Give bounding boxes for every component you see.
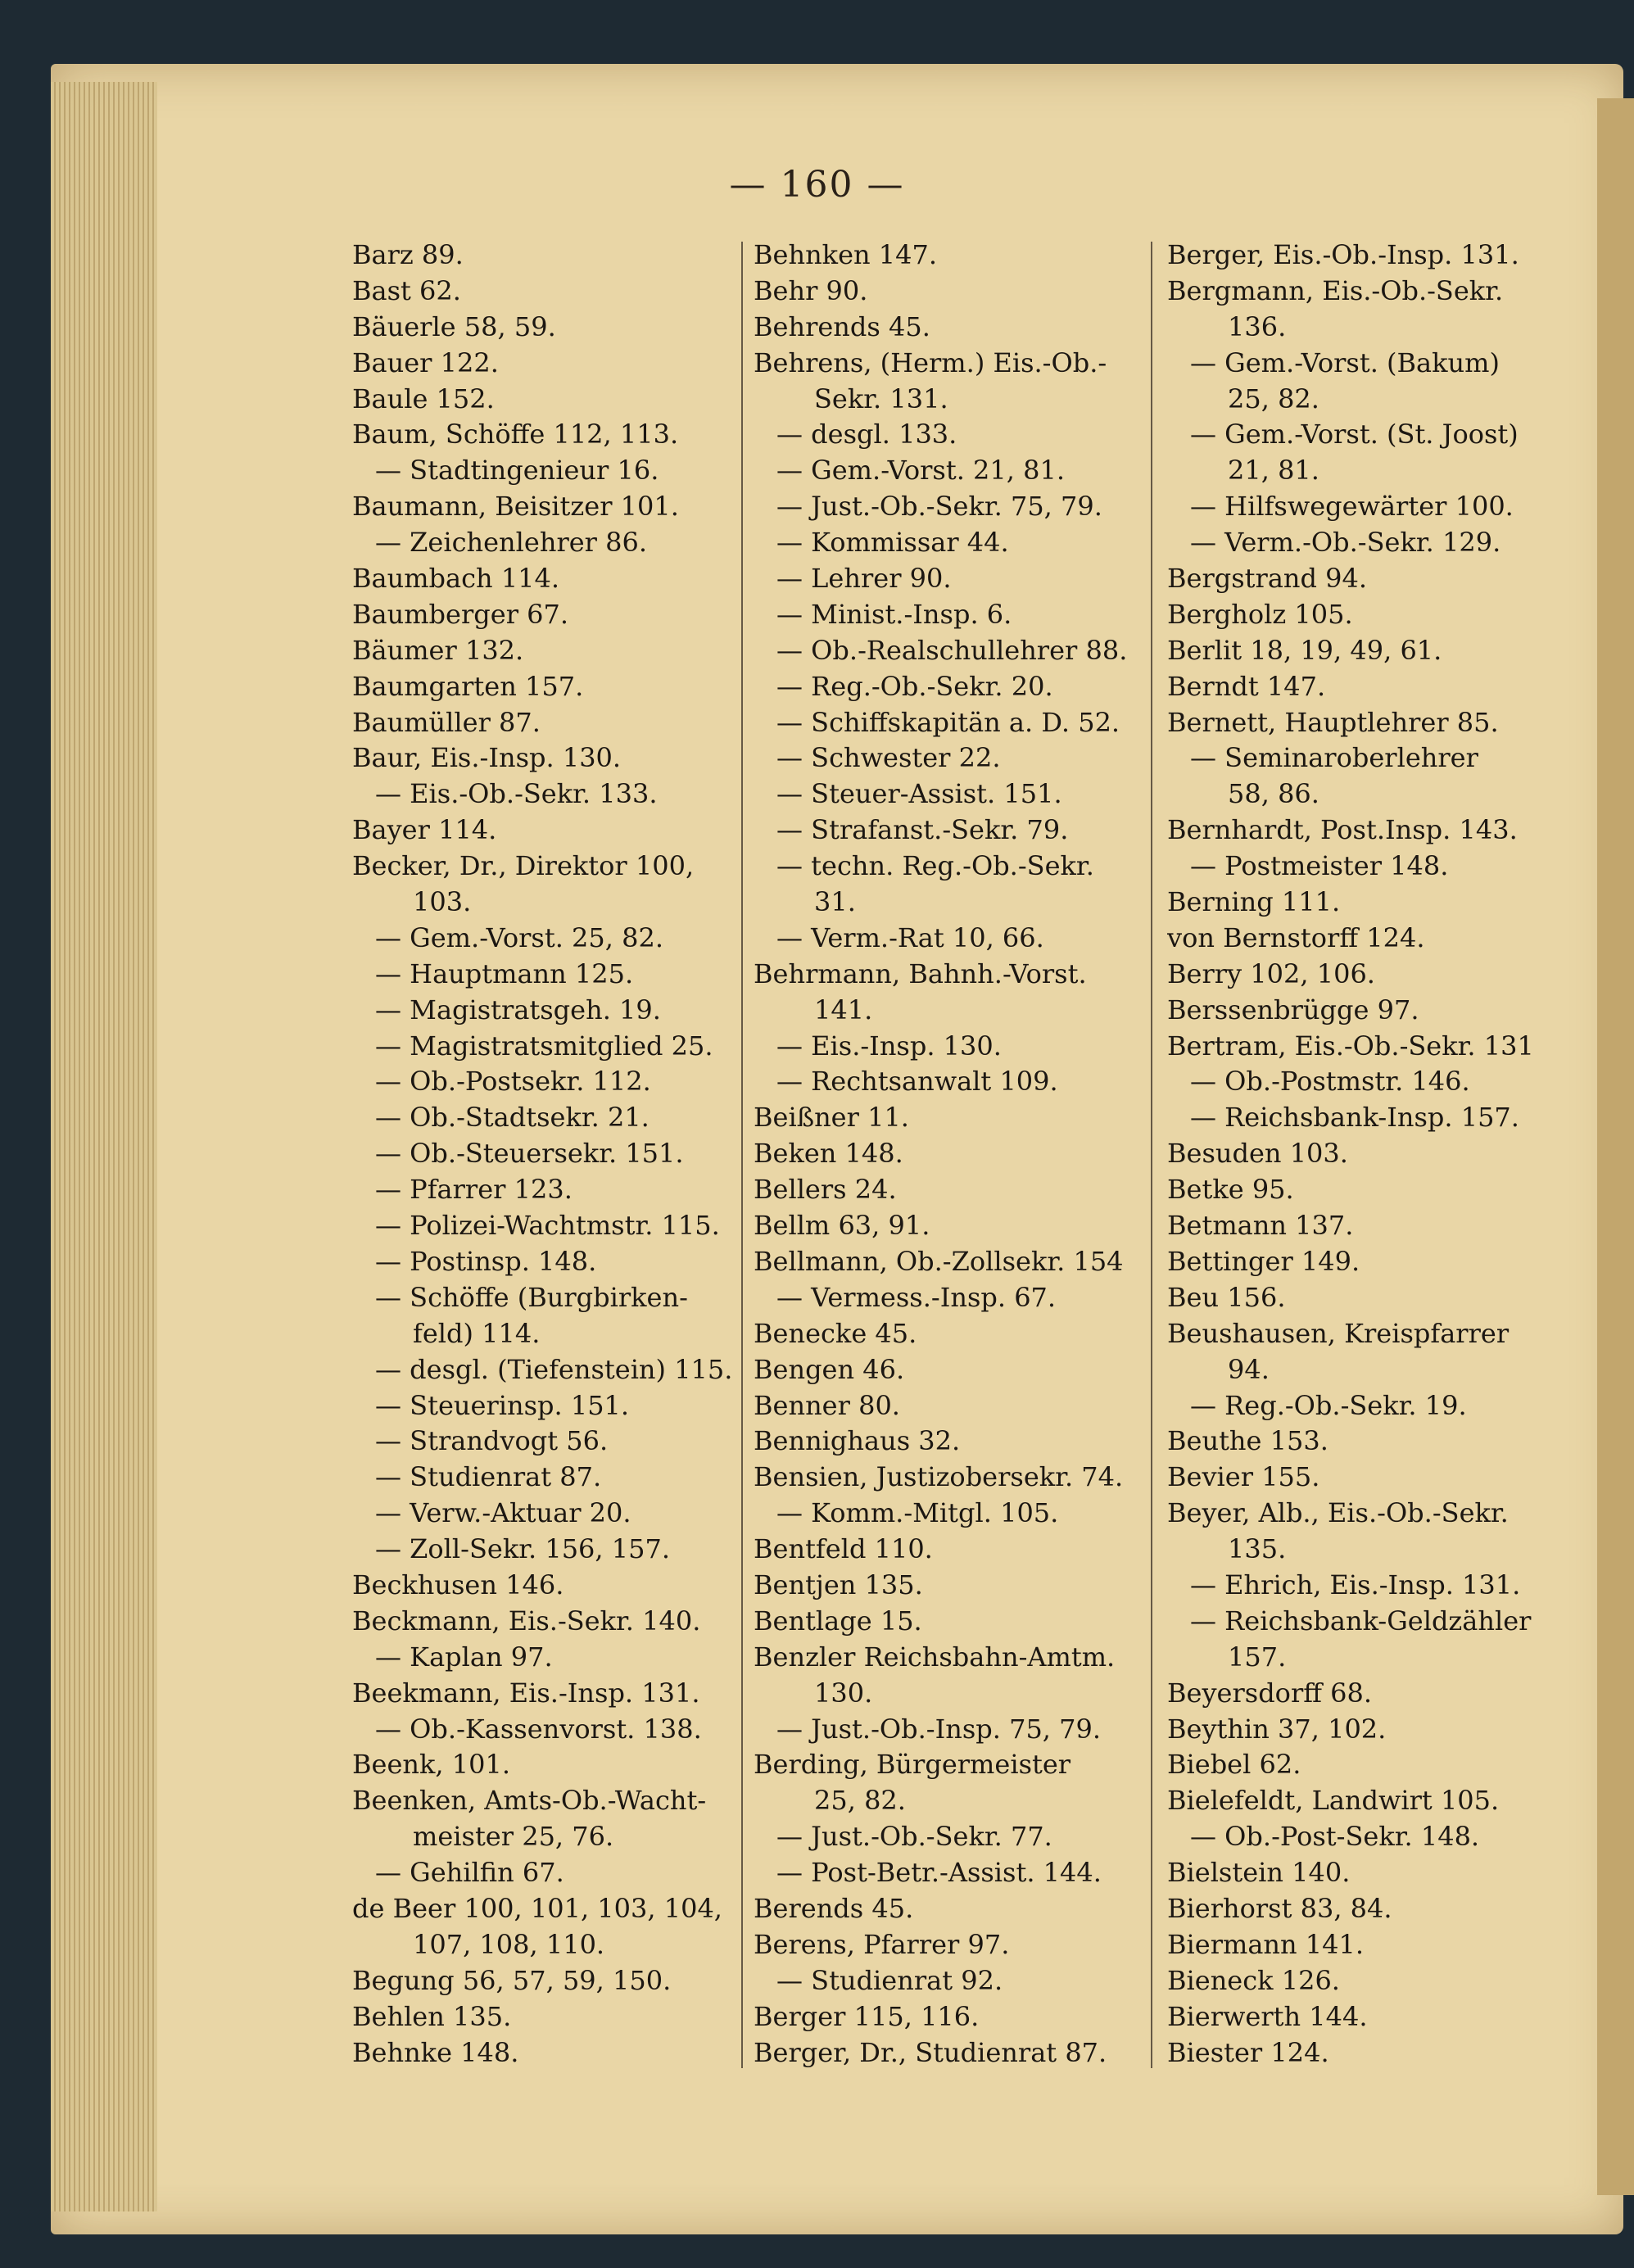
index-entry: — Magistratsgeh. 19.	[375, 994, 661, 1025]
index-entry: 25, 82.	[814, 1785, 906, 1817]
index-entry: — Ob.-Post-Sekr. 148.	[1190, 1821, 1480, 1853]
index-entry: 141.	[814, 994, 873, 1025]
index-entry: Bielstein 140.	[1167, 1857, 1351, 1889]
index-entry: Behr 90.	[754, 274, 868, 306]
index-entry: — Just.-Ob.-Sekr. 77.	[776, 1821, 1052, 1853]
index-entry: 94.	[1228, 1353, 1270, 1385]
index-entry: Bennighaus 32.	[754, 1425, 961, 1457]
index-entry: Berlit 18, 19, 49, 61.	[1167, 634, 1442, 666]
index-entry: — Gem.-Vorst. 21, 81.	[776, 455, 1065, 487]
index-entry: Berndt 147.	[1167, 670, 1326, 702]
index-entry: — Hauptmann 125.	[375, 957, 634, 989]
index-entry: Baumberger 67.	[352, 598, 569, 630]
index-entry: Baumbach 114.	[352, 563, 560, 595]
index-entry: — Kaplan 97.	[375, 1641, 553, 1673]
index-entry: — Steuerinsp. 151.	[375, 1389, 630, 1421]
index-entry: Bierhorst 83, 84.	[1167, 1892, 1392, 1924]
index-entry: — Strandvogt 56.	[375, 1425, 609, 1457]
index-entry: — Just.-Ob.-Sekr. 75, 79.	[776, 491, 1102, 523]
index-entry: 31.	[814, 886, 856, 918]
index-entry: — Kommissar 44.	[776, 527, 1009, 559]
index-entry: Berger, Eis.-Ob.-Insp. 131.	[1167, 239, 1519, 270]
index-entry: 25, 82.	[1228, 383, 1319, 414]
index-entry: — Gem.-Vorst. (Bakum)	[1190, 346, 1500, 378]
index-entry: Bensien, Justizobersekr. 74.	[754, 1461, 1124, 1493]
index-entry: Bergmann, Eis.-Ob.-Sekr.	[1167, 274, 1504, 306]
index-entry: — Studienrat 87.	[375, 1461, 602, 1493]
index-entry: Bielefeldt, Landwirt 105.	[1167, 1785, 1500, 1817]
index-entry: 130.	[814, 1677, 873, 1709]
index-entry: Baum, Schöffe 112, 113.	[352, 419, 679, 450]
index-entry: — Reichsbank-Geldzähler	[1190, 1605, 1532, 1636]
index-entry: Bast 62.	[352, 274, 461, 306]
index-entry: — Eis.-Insp. 130.	[776, 1030, 1002, 1062]
index-entry: Bellers 24.	[754, 1174, 897, 1206]
index-entry: — techn. Reg.-Ob.-Sekr.	[776, 850, 1094, 882]
index-entry: Biebel 62.	[1167, 1749, 1301, 1781]
index-entry: Biermann 141.	[1167, 1928, 1365, 1960]
index-entry: Bauer 122.	[352, 346, 499, 378]
index-entry: Beuthe 153.	[1167, 1425, 1328, 1457]
index-entry: Bentfeld 110.	[754, 1533, 933, 1565]
index-entry: Beythin 37, 102.	[1167, 1713, 1387, 1745]
index-entry: Berssenbrügge 97.	[1167, 994, 1419, 1025]
index-entry: — Strafanst.-Sekr. 79.	[776, 814, 1069, 846]
index-entry: — Ob.-Stadtsekr. 21.	[375, 1102, 650, 1134]
index-entry: — Rechtsanwalt 109.	[776, 1066, 1058, 1098]
index-entry: — Komm.-Mitgl. 105.	[776, 1497, 1059, 1529]
index-entry: de Beer 100, 101, 103, 104,	[352, 1892, 722, 1924]
index-entry: — Gem.-Vorst. 25, 82.	[375, 921, 663, 953]
index-entry: 157.	[1228, 1641, 1287, 1673]
index-entry: — Schwester 22.	[776, 742, 1001, 774]
index-entry: Berends 45.	[754, 1892, 914, 1924]
index-column-3	[1167, 238, 1589, 2071]
index-entry: Baumgarten 157.	[352, 670, 584, 702]
index-entry: Biester 124.	[1167, 2036, 1329, 2068]
index-entry: 135.	[1228, 1533, 1287, 1565]
index-entry: Benzler Reichsbahn-Amtm.	[754, 1641, 1116, 1673]
index-entry: Bertram, Eis.-Ob.-Sekr. 131	[1167, 1030, 1534, 1062]
index-entry: Baur, Eis.-Insp. 130.	[352, 742, 622, 774]
index-entry: — Verw.-Aktuar 20.	[375, 1497, 631, 1529]
index-entry: Beken 148.	[754, 1138, 903, 1170]
index-entry: Behnken 147.	[754, 239, 938, 270]
index-entry: — Schöffe (Burgbirken-	[375, 1281, 688, 1313]
index-entry: — Post-Betr.-Assist. 144.	[776, 1857, 1102, 1889]
page-edges	[51, 82, 157, 2211]
index-entry: — Reichsbank-Insp. 157.	[1190, 1102, 1519, 1134]
facing-page-edge	[1597, 98, 1634, 2195]
index-entry: Bentjen 135.	[754, 1569, 923, 1600]
index-entry: von Bernstorff 124.	[1167, 921, 1425, 953]
index-entry: — Studienrat 92.	[776, 1964, 1003, 1996]
index-entry: Beckmann, Eis.-Sekr. 140.	[352, 1605, 701, 1636]
index-entry: Behrmann, Bahnh.-Vorst.	[754, 957, 1087, 989]
index-entry: Baule 152.	[352, 383, 495, 414]
index-entry: 21, 81.	[1228, 455, 1319, 487]
index-entry: Baumüller 87.	[352, 706, 541, 738]
index-entry: — Vermess.-Insp. 67.	[776, 1281, 1057, 1313]
index-entry: Bernhardt, Post.Insp. 143.	[1167, 814, 1518, 846]
index-entry: Berens, Pfarrer 97.	[754, 1928, 1010, 1960]
index-entry: — Hilfswegewärter 100.	[1190, 491, 1514, 523]
index-entry: 103.	[413, 886, 472, 918]
index-entry: Bergholz 105.	[1167, 598, 1353, 630]
index-entry: — Schiffskapitän a. D. 52.	[776, 706, 1120, 738]
index-entry: — desgl. 133.	[776, 419, 957, 450]
index-column-2	[754, 238, 1175, 2071]
index-entry: Behlen 135.	[352, 2000, 512, 2032]
index-entry: Begung 56, 57, 59, 150.	[352, 1964, 672, 1996]
index-entry: — Minist.-Insp. 6.	[776, 598, 1012, 630]
index-entry: Bellmann, Ob.-Zollsekr. 154	[754, 1245, 1124, 1277]
index-entry: Sekr. 131.	[814, 383, 948, 414]
index-entry: — Ob.-Postmstr. 146.	[1190, 1066, 1470, 1098]
index-entry: 107, 108, 110.	[413, 1928, 605, 1960]
index-entry: — Polizei-Wachtmstr. 115.	[375, 1210, 720, 1242]
index-entry: — Zeichenlehrer 86.	[375, 527, 648, 559]
index-entry: 58, 86.	[1228, 778, 1319, 810]
index-entry: Beenk, 101.	[352, 1749, 510, 1781]
index-entry: Bettinger 149.	[1167, 1245, 1360, 1277]
index-entry: — Postinsp. 148.	[375, 1245, 597, 1277]
index-entry: Behrends 45.	[754, 310, 930, 342]
index-entry: — Ob.-Realschullehrer 88.	[776, 634, 1128, 666]
index-entry: — Zoll-Sekr. 156, 157.	[375, 1533, 670, 1565]
index-entry: Berning 111.	[1167, 886, 1341, 918]
index-entry: Baumann, Beisitzer 101.	[352, 491, 679, 523]
index-entry: Bäuerle 58, 59.	[352, 310, 556, 342]
index-entry: Beyersdorff 68.	[1167, 1677, 1373, 1709]
index-entry: Berger, Dr., Studienrat 87.	[754, 2036, 1107, 2068]
index-entry: Bentlage 15.	[754, 1605, 922, 1636]
index-entry: Beu 156.	[1167, 1281, 1286, 1313]
index-entry: Betmann 137.	[1167, 1210, 1354, 1242]
index-entry: Berger 115, 116.	[754, 2000, 980, 2032]
index-entry: — Just.-Ob.-Insp. 75, 79.	[776, 1713, 1102, 1745]
index-entry: Bayer 114.	[352, 814, 497, 846]
index-entry: 136.	[1228, 310, 1287, 342]
index-entry: — Eis.-Ob.-Sekr. 133.	[375, 778, 658, 810]
index-entry: Berding, Bürgermeister	[754, 1749, 1071, 1781]
index-entry: — Lehrer 90.	[776, 563, 952, 595]
index-entry: Beekmann, Eis.-Insp. 131.	[352, 1677, 700, 1709]
index-entry: Beenken, Amts-Ob.-Wacht-	[352, 1785, 707, 1817]
index-entry: — Ob.-Kassenvorst. 138.	[375, 1713, 702, 1745]
index-entry: meister 25, 76.	[413, 1821, 614, 1853]
index-entry: — Reg.-Ob.-Sekr. 19.	[1190, 1389, 1467, 1421]
index-entry: feld) 114.	[413, 1317, 541, 1349]
index-entry: Berry 102, 106.	[1167, 957, 1375, 989]
index-entry: — Stadtingenieur 16.	[375, 455, 659, 487]
index-entry: Betke 95.	[1167, 1174, 1294, 1206]
index-entry: Benecke 45.	[754, 1317, 917, 1349]
index-entry: Beushausen, Kreispfarrer	[1167, 1317, 1510, 1349]
index-entry: — Verm.-Ob.-Sekr. 129.	[1190, 527, 1501, 559]
index-column-1	[352, 238, 774, 2071]
index-entry: Bierwerth 144.	[1167, 2000, 1368, 2032]
index-entry: — Gehilfin 67.	[375, 1857, 564, 1889]
index-entry: Bäumer 132.	[352, 634, 524, 666]
index-entry: Bernett, Hauptlehrer 85.	[1167, 706, 1499, 738]
index-entry: Bengen 46.	[754, 1353, 905, 1385]
index-entry: Bieneck 126.	[1167, 1964, 1340, 1996]
index-entry: Bergstrand 94.	[1167, 563, 1368, 595]
index-entry: — Postmeister 148.	[1190, 850, 1449, 882]
index-entry: Behrens, (Herm.) Eis.-Ob.-	[754, 346, 1107, 378]
index-entry: Becker, Dr., Direktor 100,	[352, 850, 695, 882]
index-entry: Barz 89.	[352, 239, 464, 270]
index-entry: — Ob.-Postsekr. 112.	[375, 1066, 651, 1098]
index-entry: Bellm 63, 91.	[754, 1210, 930, 1242]
index-entry: Beyer, Alb., Eis.-Ob.-Sekr.	[1167, 1497, 1509, 1529]
index-entry: — Ehrich, Eis.-Insp. 131.	[1190, 1569, 1521, 1600]
index-entry: Benner 80.	[754, 1389, 900, 1421]
index-entry: — Seminaroberlehrer	[1190, 742, 1478, 774]
index-entry: Beckhusen 146.	[352, 1569, 564, 1600]
index-entry: Behnke 148.	[352, 2036, 519, 2068]
index-entry: — Verm.-Rat 10, 66.	[776, 921, 1044, 953]
page-number: — 160 —	[729, 164, 905, 206]
index-entry: — Magistratsmitglied 25.	[375, 1030, 713, 1062]
index-entry: Besuden 103.	[1167, 1138, 1348, 1170]
index-entry: — Steuer-Assist. 151.	[776, 778, 1062, 810]
index-entry: — Reg.-Ob.-Sekr. 20.	[776, 670, 1053, 702]
index-entry: Bevier 155.	[1167, 1461, 1320, 1493]
index-entry: — Pfarrer 123.	[375, 1174, 573, 1206]
index-entry: — desgl. (Tiefenstein) 115.	[375, 1353, 733, 1385]
index-entry: Beißner 11.	[754, 1102, 909, 1134]
index-entry: — Gem.-Vorst. (St. Joost)	[1190, 419, 1519, 450]
index-entry: — Ob.-Steuersekr. 151.	[375, 1138, 684, 1170]
